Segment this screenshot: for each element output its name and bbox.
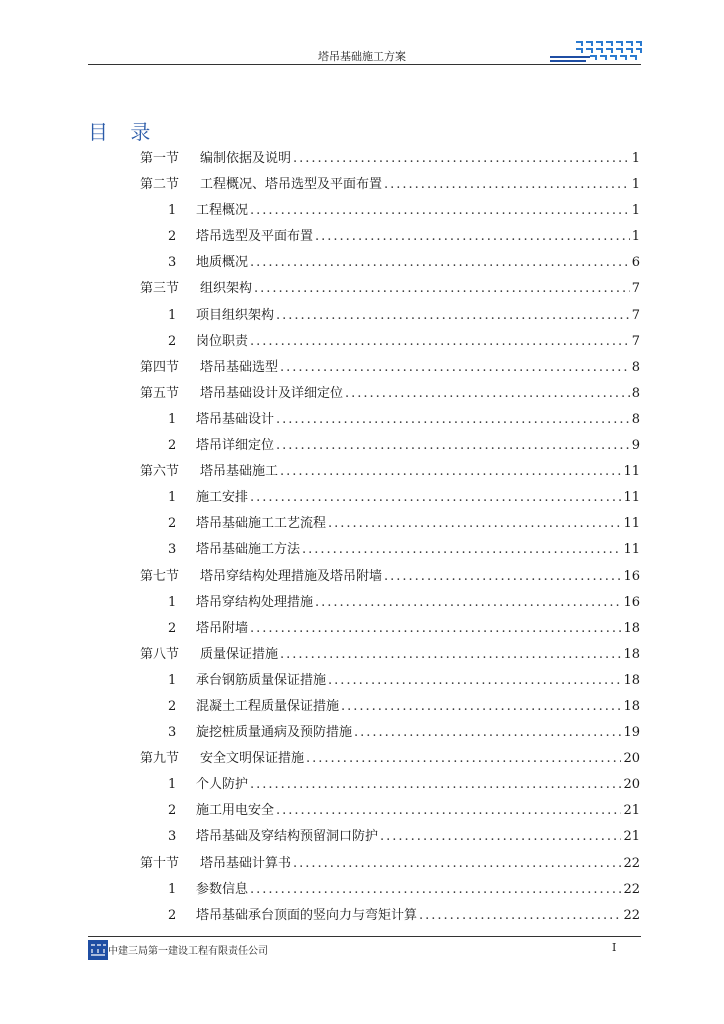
toc-entry-title: 塔吊穿结构处理措施及塔吊附墙 [200, 568, 383, 584]
toc-entry-title: 项目组织架构 [196, 307, 275, 323]
toc-entry-page: 8 [631, 359, 640, 375]
toc-entry-page: 7 [631, 333, 640, 349]
toc-leader-dots [328, 511, 621, 537]
toc-entry-page: 20 [623, 777, 640, 793]
toc-entry-number: 第七节 [140, 568, 180, 584]
toc-entry-title: 塔吊基础设计 [196, 411, 275, 427]
toc-entry-title: 工程概况、塔吊选型及平面布置 [200, 177, 383, 193]
toc-entry-page: 11 [623, 464, 640, 480]
toc-entry-title: 塔吊基础施工方法 [196, 542, 301, 558]
toc-entry-page: 21 [623, 803, 640, 819]
toc-leader-dots [250, 772, 621, 798]
toc-leader-dots [341, 694, 621, 720]
toc-entry-page: 8 [631, 411, 640, 427]
toc-entry-number: 2 [168, 698, 177, 714]
toc-leader-dots [280, 355, 630, 381]
toc-subsection-entry[interactable] [140, 668, 640, 694]
toc-entry-title: 塔吊基础施工 [200, 464, 279, 480]
toc-entry-title: 编制依据及说明 [200, 151, 292, 166]
toc-entry-title: 塔吊基础设计及详细定位 [200, 385, 344, 401]
toc-section-entry[interactable] [140, 564, 640, 590]
toc-leader-dots [250, 485, 621, 511]
toc-entry-number: 1 [168, 203, 177, 219]
toc-leader-dots [276, 407, 630, 433]
toc-leader-dots [254, 276, 630, 302]
toc-leader-dots [315, 590, 621, 616]
toc-entry-number: 第十节 [140, 855, 180, 871]
toc-entry-page: 6 [631, 255, 640, 271]
toc-entry-title: 塔吊附墙 [196, 620, 249, 636]
toc-entry-number: 1 [168, 411, 177, 427]
toc-entry-page: 11 [623, 490, 640, 506]
footer-company: 中建三局第一建设工程有限责任公司 [108, 946, 268, 957]
toc-leader-dots [280, 642, 621, 668]
toc-subsection-entry[interactable] [140, 224, 640, 250]
toc-subsection-entry[interactable] [140, 250, 640, 276]
toc-leader-dots [384, 564, 621, 590]
toc-subsection-entry[interactable] [140, 198, 640, 224]
toc-entry-title: 塔吊基础施工工艺流程 [196, 516, 327, 532]
toc-entry-page: 22 [623, 881, 640, 897]
toc-entry-title: 承台钢筋质量保证措施 [196, 672, 327, 688]
toc-subsection-entry[interactable] [140, 616, 640, 642]
table-of-contents [140, 146, 640, 929]
toc-leader-dots [345, 381, 630, 407]
toc-entry-number: 2 [168, 229, 177, 245]
toc-entry-title: 塔吊基础承台顶面的竖向力与弯矩计算 [196, 907, 418, 923]
footer-page-number: I [612, 941, 617, 954]
toc-leader-dots [276, 798, 621, 824]
toc-subsection-entry[interactable] [140, 511, 640, 537]
footer-divider [88, 936, 641, 937]
toc-leader-dots [380, 824, 621, 850]
toc-entry-page: 1 [631, 177, 640, 193]
toc-subsection-entry[interactable] [140, 485, 640, 511]
toc-subsection-entry[interactable] [140, 303, 640, 329]
toc-section-entry[interactable] [140, 642, 640, 668]
toc-section-entry[interactable] [140, 172, 640, 198]
toc-entry-page: 21 [623, 829, 640, 845]
toc-entry-number: 1 [168, 490, 177, 506]
toc-entry-page: 7 [631, 281, 640, 297]
toc-entry-page: 22 [623, 855, 640, 871]
toc-leader-dots [276, 433, 630, 459]
toc-entry-number: 第二节 [140, 177, 180, 193]
toc-leader-dots [302, 537, 621, 563]
toc-subsection-entry[interactable] [140, 772, 640, 798]
toc-entry-number: 2 [168, 803, 177, 819]
toc-entry-title: 塔吊基础及穿结构预留洞口防护 [196, 829, 379, 845]
toc-entry-title: 塔吊详细定位 [196, 438, 275, 454]
toc-leader-dots [354, 720, 621, 746]
toc-section-entry[interactable] [140, 459, 640, 485]
toc-section-entry[interactable] [140, 746, 640, 772]
toc-entry-number: 3 [168, 542, 177, 558]
toc-entry-page: 22 [623, 907, 640, 923]
toc-leader-dots [250, 616, 621, 642]
toc-entry-title: 参数信息 [196, 881, 249, 897]
toc-entry-number: 1 [168, 777, 177, 793]
toc-entry-title: 质量保证措施 [200, 646, 279, 662]
toc-entry-page: 9 [631, 438, 640, 454]
toc-leader-dots [250, 877, 621, 903]
toc-entry-page: 16 [623, 594, 640, 610]
toc-subsection-entry[interactable] [140, 694, 640, 720]
toc-entry-page: 1 [631, 203, 640, 219]
toc-entry-number: 2 [168, 907, 177, 923]
toc-entry-title: 塔吊穿结构处理措施 [196, 594, 314, 610]
toc-leader-dots [293, 146, 630, 172]
toc-entry-number: 2 [168, 333, 177, 349]
toc-entry-title: 个人防护 [196, 777, 249, 793]
toc-leader-dots [250, 198, 630, 224]
toc-entry-page: 18 [623, 698, 640, 714]
toc-subsection-entry[interactable] [140, 798, 640, 824]
toc-entry-title: 混凝土工程质量保证措施 [196, 698, 340, 714]
toc-entry-page: 11 [623, 516, 640, 532]
footer-logo-icon [88, 940, 108, 960]
toc-leader-dots [419, 903, 621, 929]
toc-entry-number: 3 [168, 829, 177, 845]
toc-entry-number: 1 [168, 672, 177, 688]
toc-entry-number: 1 [168, 307, 177, 323]
toc-subsection-entry[interactable] [140, 433, 640, 459]
toc-section-entry[interactable] [140, 146, 640, 172]
toc-entry-title: 工程概况 [196, 203, 249, 219]
toc-entry-title: 地质概况 [196, 255, 249, 271]
toc-entry-number: 1 [168, 881, 177, 897]
toc-entry-title: 安全文明保证措施 [200, 751, 305, 767]
toc-entry-page: 18 [623, 620, 640, 636]
toc-entry-page: 20 [623, 751, 640, 767]
header-title: 塔吊基础施工方案 [318, 50, 406, 63]
toc-entry-page: 8 [631, 385, 640, 401]
toc-entry-number: 第三节 [140, 281, 180, 297]
toc-entry-title: 塔吊基础选型 [200, 359, 279, 375]
toc-entry-number: 第八节 [140, 646, 180, 662]
toc-subsection-entry[interactable] [140, 537, 640, 563]
toc-leader-dots [276, 303, 630, 329]
toc-subsection-entry[interactable] [140, 877, 640, 903]
toc-entry-page: 11 [623, 542, 640, 558]
toc-entry-number: 2 [168, 620, 177, 636]
toc-entry-number: 第六节 [140, 464, 180, 480]
toc-entry-title: 施工用电安全 [196, 803, 275, 819]
toc-entry-number: 1 [168, 594, 177, 610]
company-logo-icon [550, 38, 642, 64]
toc-entry-number: 第九节 [140, 751, 180, 767]
toc-entry-page: 19 [623, 725, 640, 741]
toc-entry-page: 1 [631, 151, 640, 166]
toc-section-entry[interactable] [140, 276, 640, 302]
toc-entry-number: 第五节 [140, 385, 180, 401]
toc-subsection-entry[interactable] [140, 329, 640, 355]
toc-section-entry[interactable] [140, 381, 640, 407]
toc-leader-dots [328, 668, 621, 694]
toc-entry-page: 1 [631, 229, 640, 245]
toc-subsection-entry[interactable] [140, 407, 640, 433]
toc-entry-title: 组织架构 [200, 281, 253, 297]
toc-subsection-entry[interactable] [140, 720, 640, 746]
toc-entry-number: 第四节 [140, 359, 180, 375]
toc-section-entry[interactable] [140, 355, 640, 381]
toc-leader-dots [293, 851, 621, 877]
toc-leader-dots [250, 250, 630, 276]
toc-entry-page: 18 [623, 646, 640, 662]
toc-entry-title: 旋挖桩质量通病及预防措施 [196, 725, 353, 741]
toc-entry-number: 2 [168, 438, 177, 454]
toc-entry-number: 第一节 [140, 151, 180, 166]
toc-leader-dots [280, 459, 621, 485]
toc-leader-dots [315, 224, 630, 250]
toc-entry-number: 2 [168, 516, 177, 532]
toc-entry-page: 7 [631, 307, 640, 323]
toc-entry-number: 3 [168, 255, 177, 271]
toc-subsection-entry[interactable] [140, 824, 640, 850]
toc-entry-title: 岗位职责 [196, 333, 249, 349]
toc-entry-title: 塔吊选型及平面布置 [196, 229, 314, 245]
toc-leader-dots [384, 172, 630, 198]
toc-leader-dots [250, 329, 630, 355]
toc-entry-number: 3 [168, 725, 177, 741]
toc-subsection-entry[interactable] [140, 590, 640, 616]
header-divider [88, 64, 641, 65]
toc-leader-dots [306, 746, 621, 772]
toc-entry-page: 16 [623, 568, 640, 584]
toc-heading: 目 录 [88, 120, 159, 144]
toc-subsection-entry[interactable] [140, 903, 640, 929]
toc-entry-title: 塔吊基础计算书 [200, 855, 292, 871]
toc-entry-page: 18 [623, 672, 640, 688]
toc-section-entry[interactable] [140, 851, 640, 877]
toc-entry-title: 施工安排 [196, 490, 249, 506]
